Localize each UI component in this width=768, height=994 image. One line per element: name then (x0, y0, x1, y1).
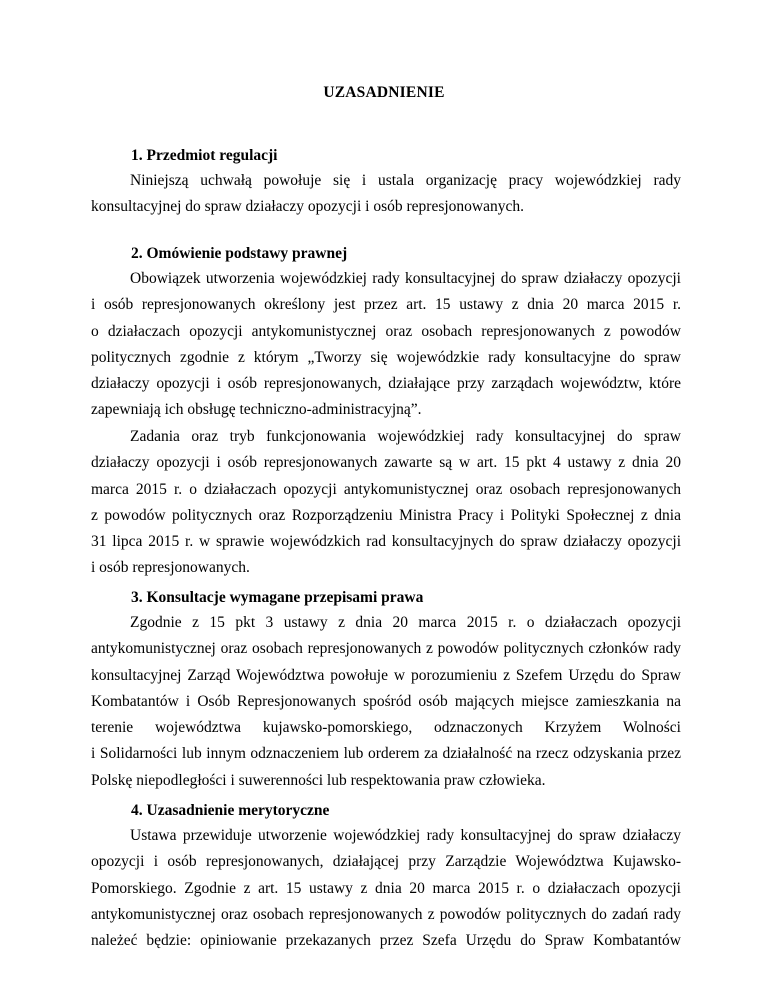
text-line: terenie województwa kujawsko-pomorskiego, odznaczonych Krzyżem Wolności (91, 719, 681, 737)
text-line: konsultacyjnej do spraw działaczy opozycji i osób represjonowanych. (91, 198, 525, 216)
section-3-paragraph-1 (91, 610, 681, 794)
document-title: UZASADNIENIE (323, 84, 445, 101)
section-heading-2: 2. Omówienie podstawy prawnej (131, 245, 348, 262)
section-heading-3: 3. Konsultacje wymagane przepisami prawa (131, 589, 424, 606)
text-line: Ustawa przewiduje utworzenie wojewódzkiej rady konsultacyjnej do spraw działaczy (130, 827, 681, 844)
text-line: zapewniają ich obsługę techniczno-administracyjną”. (91, 401, 422, 419)
section-2-paragraph-2 (91, 424, 681, 582)
section-heading-1: 1. Przedmiot regulacji (131, 147, 278, 164)
section-1-paragraph-1 (91, 168, 681, 221)
text-line: antykomunistycznej oraz osobach represjonowanych z powodów politycznych członków rady (91, 640, 681, 658)
text-line: Niniejszą uchwałą powołuje się i ustala organizację pracy wojewódzkiej rady (130, 172, 681, 189)
text-line: marca 2015 r. o działaczach opozycji antykomunistycznej oraz osobach represjonowanych (91, 480, 681, 498)
text-line: Pomorskiego. Zgodnie z art. 15 ustawy z dnia 20 marca 2015 r. o działaczach opozycji (91, 879, 681, 897)
text-line: 31 lipca 2015 r. w sprawie wojewódzkich rad konsultacyjnych do spraw działaczy opozycji (91, 533, 681, 551)
section-heading-4: 4. Uzasadnienie merytoryczne (131, 802, 330, 819)
text-line: o działaczach opozycji antykomunistycznej oraz osobach represjonowanych z powodów (91, 322, 681, 340)
text-line: konsultacyjnej Zarząd Województwa powołuje w porozumieniu z Szefem Urzędu do Spraw (91, 666, 681, 684)
text-line: Polskę niepodległości i suwerenności lub respektowania praw człowieka. (91, 771, 546, 789)
text-line: antykomunistycznej oraz osobach represjonowanych z powodów politycznych do zadań rady (91, 905, 681, 923)
text-line: działaczy opozycji i osób represjonowanych, działające przy zarządach województw, które (91, 375, 681, 393)
text-line: z powodów politycznych oraz Rozporządzeniu Ministra Pracy i Polityki Społecznej z dnia (91, 506, 681, 524)
section-4-paragraph-1 (91, 823, 681, 954)
text-line: Kombatantów i Osób Represjonowanych spośród osób mających miejsce zamieszkania na (91, 692, 681, 710)
text-line: należeć będzie: opiniowanie przekazanych przez Szefa Urzędu do Spraw Kombatantów (91, 932, 681, 950)
text-line: i osób represjonowanych określony jest przez art. 15 ustawy z dnia 20 marca 2015 r. (91, 296, 681, 314)
section-2-paragraph-1 (91, 266, 681, 424)
text-line: Zadania oraz tryb funkcjonowania wojewódzkiej rady konsultacyjnej do spraw (130, 428, 681, 445)
text-line: Zgodnie z 15 pkt 3 ustawy z dnia 20 marca 2015 r. o działaczach opozycji (130, 614, 681, 631)
text-line: i Solidarności lub innym odznaczeniem lub orderem za działalność na rzecz odzyskania przez (91, 745, 681, 763)
text-line: i osób represjonowanych. (91, 559, 250, 577)
text-line: Obowiązek utworzenia wojewódzkiej rady konsultacyjnej do spraw działaczy opozycji (130, 270, 681, 287)
text-line: politycznych zgodnie z którym „Tworzy się wojewódzkie rady konsultacyjne do spraw (91, 348, 681, 366)
text-line: działaczy opozycji i osób represjonowanych zawarte są w art. 15 pkt 4 ustawy z dnia 20 (91, 454, 681, 472)
text-line: opozycji i osób represjonowanych, działającej przy Zarządzie Województwa Kujawsko- (91, 853, 681, 871)
